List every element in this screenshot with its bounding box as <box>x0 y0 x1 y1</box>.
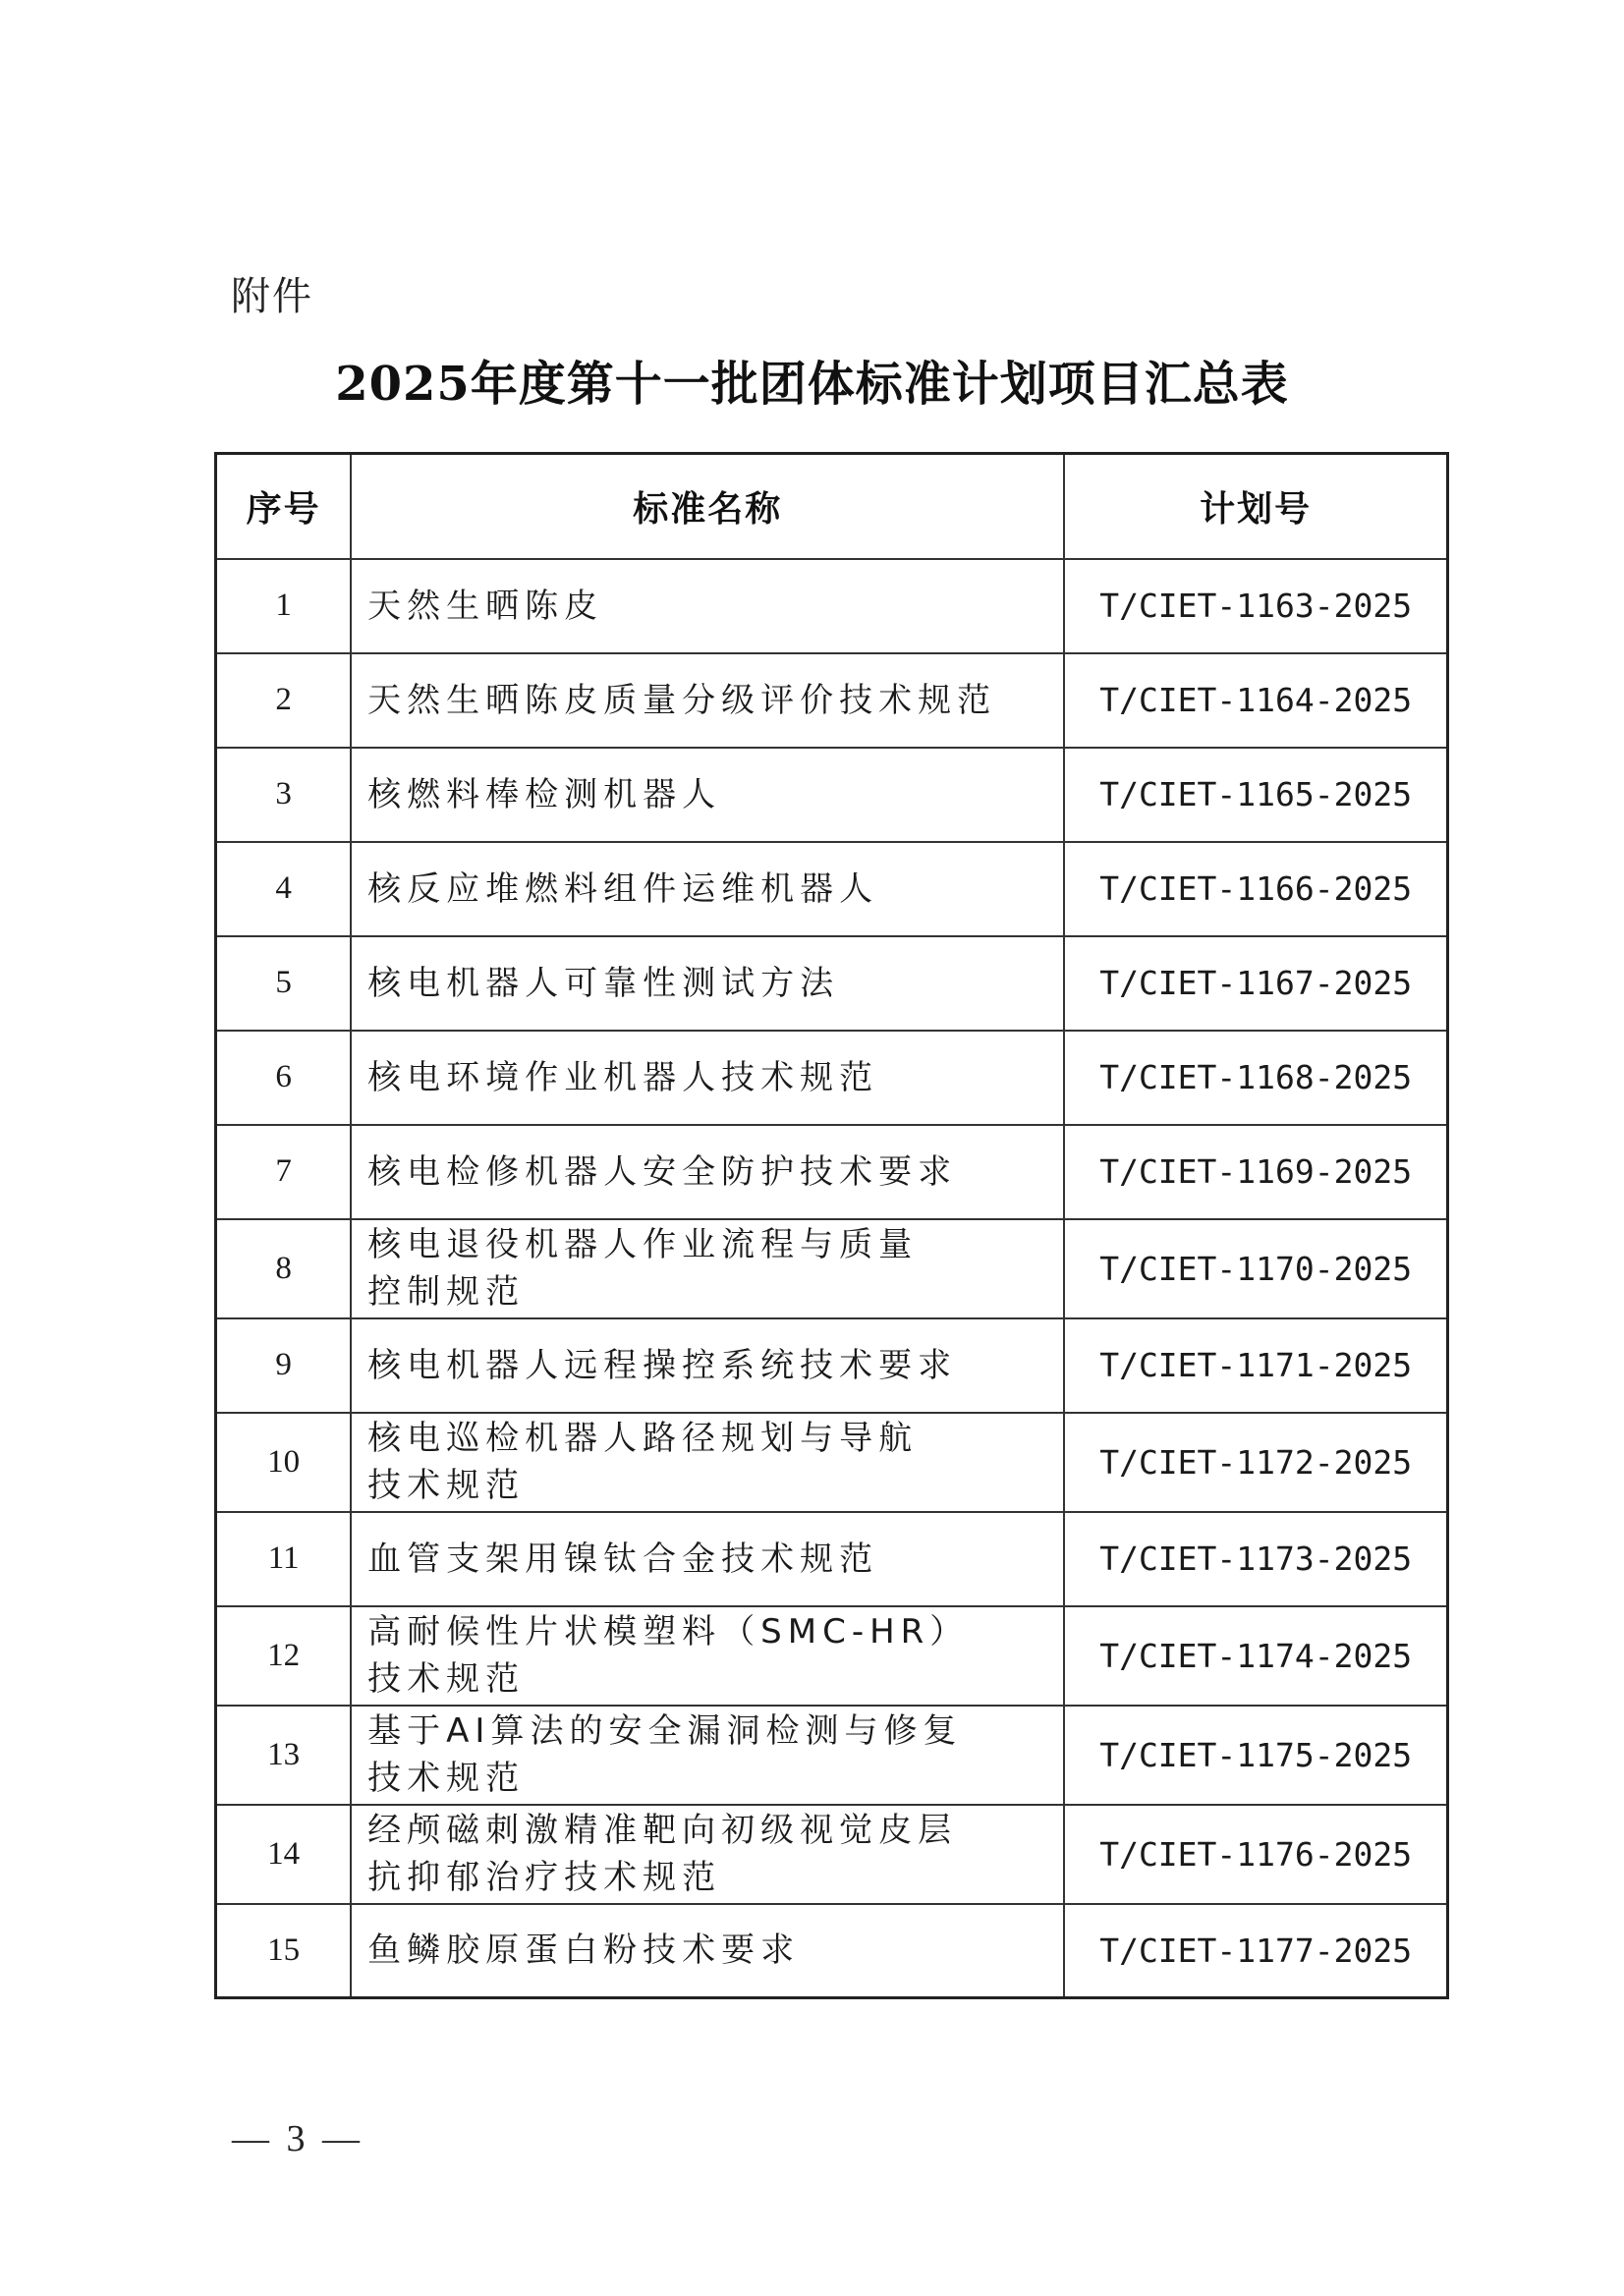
plan-number-cell: T/CIET-1175-2025 <box>1064 1706 1447 1805</box>
standard-name-cell <box>351 1219 1064 1318</box>
standard-name-cell <box>351 1606 1064 1706</box>
standard-name-line: 核反应堆燃料组件运维机器人 <box>367 868 879 909</box>
standard-name-line: 核电退役机器人作业流程与质量 <box>367 1225 919 1264</box>
standard-name-line: 核燃料棒检测机器人 <box>367 774 722 814</box>
plan-number-cell: T/CIET-1167-2025 <box>1064 936 1447 1031</box>
table-row <box>216 1706 1448 1805</box>
standard-name-cell <box>351 653 1064 748</box>
plan-number-cell: T/CIET-1169-2025 <box>1064 1125 1447 1219</box>
standard-name-line: 技术规范 <box>367 1466 526 1505</box>
table-row <box>216 653 1448 748</box>
standard-name-cell <box>351 1031 1064 1125</box>
table-row <box>216 1512 1448 1606</box>
table-body <box>216 559 1448 1998</box>
table-row <box>216 1413 1448 1512</box>
row-number-cell: 11 <box>216 1512 352 1606</box>
standard-name-line: 核电检修机器人安全防护技术要求 <box>367 1151 958 1192</box>
plan-number-cell: T/CIET-1165-2025 <box>1064 748 1447 842</box>
plan-number-cell: T/CIET-1174-2025 <box>1064 1606 1447 1706</box>
standard-name-line: 经颅磁刺激精准靶向初级视觉皮层 <box>367 1811 958 1850</box>
standard-name-line: 控制规范 <box>367 1272 526 1312</box>
standard-name-line: 基于AI算法的安全漏洞检测与修复 <box>367 1711 963 1751</box>
standard-name-cell <box>351 936 1064 1031</box>
table-row <box>216 936 1448 1031</box>
plan-number-cell: T/CIET-1170-2025 <box>1064 1219 1447 1318</box>
table-row <box>216 842 1448 936</box>
standard-name-line: 核电机器人远程操控系统技术要求 <box>367 1345 958 1385</box>
row-number-cell: 5 <box>216 936 352 1031</box>
table-row <box>216 1318 1448 1413</box>
standard-name-line: 天然生晒陈皮质量分级评价技术规范 <box>367 680 997 720</box>
column-header-standard-name: 标准名称 <box>351 454 1064 559</box>
plan-number-cell: T/CIET-1164-2025 <box>1064 653 1447 748</box>
table-row <box>216 1606 1448 1706</box>
row-number-cell: 6 <box>216 1031 352 1125</box>
row-number-cell: 2 <box>216 653 352 748</box>
standard-name-cell <box>351 1904 1064 1998</box>
row-number-cell: 13 <box>216 1706 352 1805</box>
row-number-cell: 12 <box>216 1606 352 1706</box>
standard-name-line: 天然生晒陈皮 <box>367 586 604 626</box>
standard-name-line: 抗抑郁治疗技术规范 <box>367 1858 722 1897</box>
table-row <box>216 1904 1448 1998</box>
standard-name-cell <box>351 1125 1064 1219</box>
plan-number-cell: T/CIET-1172-2025 <box>1064 1413 1447 1512</box>
attachment-label: 附件 <box>231 274 313 319</box>
row-number-cell: 3 <box>216 748 352 842</box>
standard-name-line: 技术规范 <box>367 1759 526 1798</box>
table-row <box>216 748 1448 842</box>
column-header-number: 序号 <box>216 454 352 559</box>
standard-name-cell <box>351 1706 1064 1805</box>
table-row <box>216 1125 1448 1219</box>
standard-name-cell <box>351 1512 1064 1606</box>
row-number-cell: 14 <box>216 1805 352 1904</box>
row-number-cell: 9 <box>216 1318 352 1413</box>
table-row <box>216 1219 1448 1318</box>
row-number-cell: 7 <box>216 1125 352 1219</box>
page-number: — 3 — <box>232 2118 364 2159</box>
standards-plan-table <box>214 452 1449 1999</box>
standard-name-cell <box>351 748 1064 842</box>
standard-name-cell <box>351 1413 1064 1512</box>
plan-number-cell: T/CIET-1168-2025 <box>1064 1031 1447 1125</box>
standard-name-cell <box>351 842 1064 936</box>
standard-name-line: 核电机器人可靠性测试方法 <box>367 963 840 1003</box>
row-number-cell: 15 <box>216 1904 352 1998</box>
standard-name-line: 血管支架用镍钛合金技术规范 <box>367 1539 879 1579</box>
plan-number-cell: T/CIET-1177-2025 <box>1064 1904 1447 1998</box>
table-header-row <box>216 454 1448 559</box>
plan-number-cell: T/CIET-1176-2025 <box>1064 1805 1447 1904</box>
standard-name-line: 技术规范 <box>367 1659 526 1699</box>
standard-name-line: 核电环境作业机器人技术规范 <box>367 1057 879 1097</box>
column-header-plan-number: 计划号 <box>1064 454 1447 559</box>
standard-name-line: 高耐候性片状模塑料（SMC-HR） <box>367 1612 970 1652</box>
standard-name-cell <box>351 1318 1064 1413</box>
row-number-cell: 10 <box>216 1413 352 1512</box>
row-number-cell: 1 <box>216 559 352 653</box>
standard-name-cell <box>351 1805 1064 1904</box>
plan-number-cell: T/CIET-1171-2025 <box>1064 1318 1447 1413</box>
standard-name-line: 核电巡检机器人路径规划与导航 <box>367 1419 919 1458</box>
page-title: 2025年度第十一批团体标准计划项目汇总表 <box>335 357 1289 412</box>
table-row <box>216 559 1448 653</box>
plan-number-cell: T/CIET-1173-2025 <box>1064 1512 1447 1606</box>
standard-name-line: 鱼鳞胶原蛋白粉技术要求 <box>367 1931 801 1971</box>
table-row <box>216 1031 1448 1125</box>
row-number-cell: 4 <box>216 842 352 936</box>
plan-number-cell: T/CIET-1166-2025 <box>1064 842 1447 936</box>
plan-number-cell: T/CIET-1163-2025 <box>1064 559 1447 653</box>
row-number-cell: 8 <box>216 1219 352 1318</box>
standard-name-cell <box>351 559 1064 653</box>
table-row <box>216 1805 1448 1904</box>
